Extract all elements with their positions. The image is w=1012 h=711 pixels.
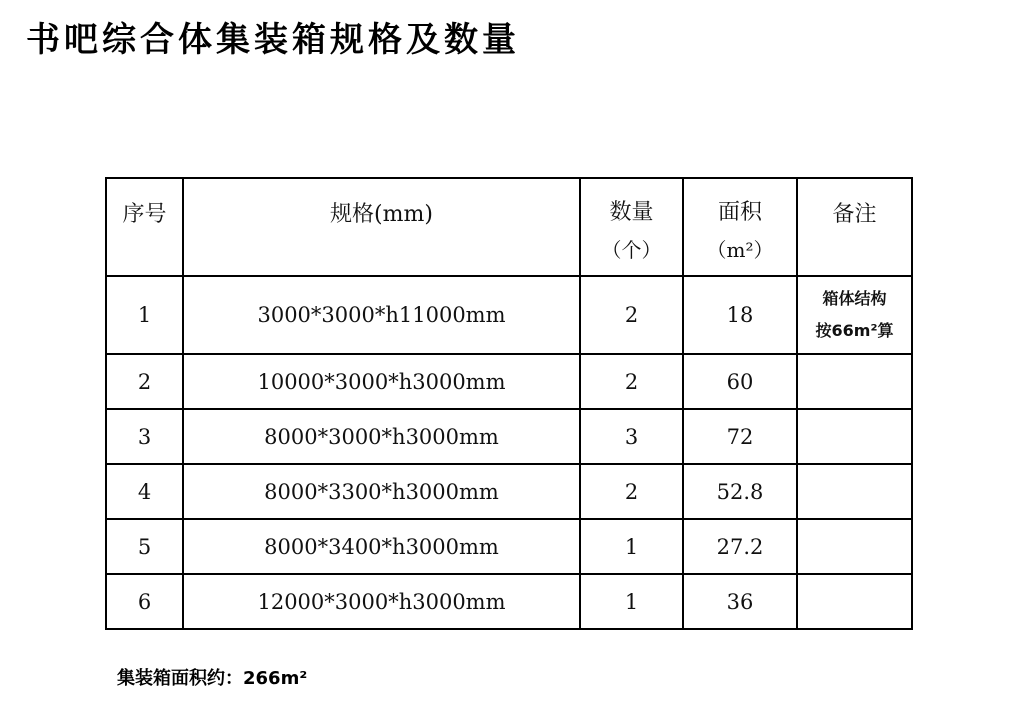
table-row xyxy=(106,354,912,409)
cell-spec: 8000*3000*h3000mm xyxy=(183,409,580,464)
cell-spec: 10000*3000*h3000mm xyxy=(183,354,580,409)
cell-spec: 12000*3000*h3000mm xyxy=(183,574,580,629)
cell-index: 3 xyxy=(106,409,183,464)
cell-area: 72 xyxy=(683,409,797,464)
cell-area: 36 xyxy=(683,574,797,629)
table-row xyxy=(106,464,912,519)
cell-index: 1 xyxy=(106,276,183,354)
header-quantity-label: 数量 xyxy=(609,200,654,225)
cell-index: 2 xyxy=(106,354,183,409)
cell-quantity: 1 xyxy=(580,519,683,574)
cell-note xyxy=(797,354,912,409)
header-note xyxy=(797,178,912,276)
cell-area: 60 xyxy=(683,354,797,409)
header-area-unit: （m²） xyxy=(706,238,774,262)
note-line-1: 箱体结构 xyxy=(822,289,887,308)
total-area-summary: 集装箱面积约：266m² xyxy=(117,668,308,689)
header-index-label: 序号 xyxy=(122,202,167,227)
page-title: 书吧综合体集装箱规格及数量 xyxy=(26,20,520,60)
table-row xyxy=(106,574,912,629)
header-area-label: 面积 xyxy=(717,200,762,225)
table-header-row xyxy=(106,178,912,276)
cell-quantity: 3 xyxy=(580,409,683,464)
cell-note xyxy=(797,574,912,629)
cell-index: 4 xyxy=(106,464,183,519)
cell-note xyxy=(797,464,912,519)
cell-note xyxy=(797,276,912,354)
header-note-label: 备注 xyxy=(832,202,877,227)
cell-spec: 8000*3400*h3000mm xyxy=(183,519,580,574)
cell-spec: 8000*3300*h3000mm xyxy=(183,464,580,519)
cell-note xyxy=(797,519,912,574)
table-row xyxy=(106,519,912,574)
cell-index: 5 xyxy=(106,519,183,574)
header-index xyxy=(106,178,183,276)
header-area xyxy=(683,178,797,276)
header-quantity xyxy=(580,178,683,276)
table-row xyxy=(106,409,912,464)
container-spec-table xyxy=(105,177,913,630)
cell-quantity: 2 xyxy=(580,354,683,409)
cell-spec: 3000*3000*h11000mm xyxy=(183,276,580,354)
cell-area: 27.2 xyxy=(683,519,797,574)
cell-quantity: 2 xyxy=(580,276,683,354)
note-line-2: 按66m²算 xyxy=(815,321,894,340)
cell-quantity: 2 xyxy=(580,464,683,519)
table-row xyxy=(106,276,912,354)
cell-quantity: 1 xyxy=(580,574,683,629)
header-spec-label: 规格(mm) xyxy=(330,202,433,227)
cell-area: 52.8 xyxy=(683,464,797,519)
header-quantity-unit: （个） xyxy=(601,238,662,262)
header-spec xyxy=(183,178,580,276)
cell-area: 18 xyxy=(683,276,797,354)
cell-index: 6 xyxy=(106,574,183,629)
cell-note xyxy=(797,409,912,464)
